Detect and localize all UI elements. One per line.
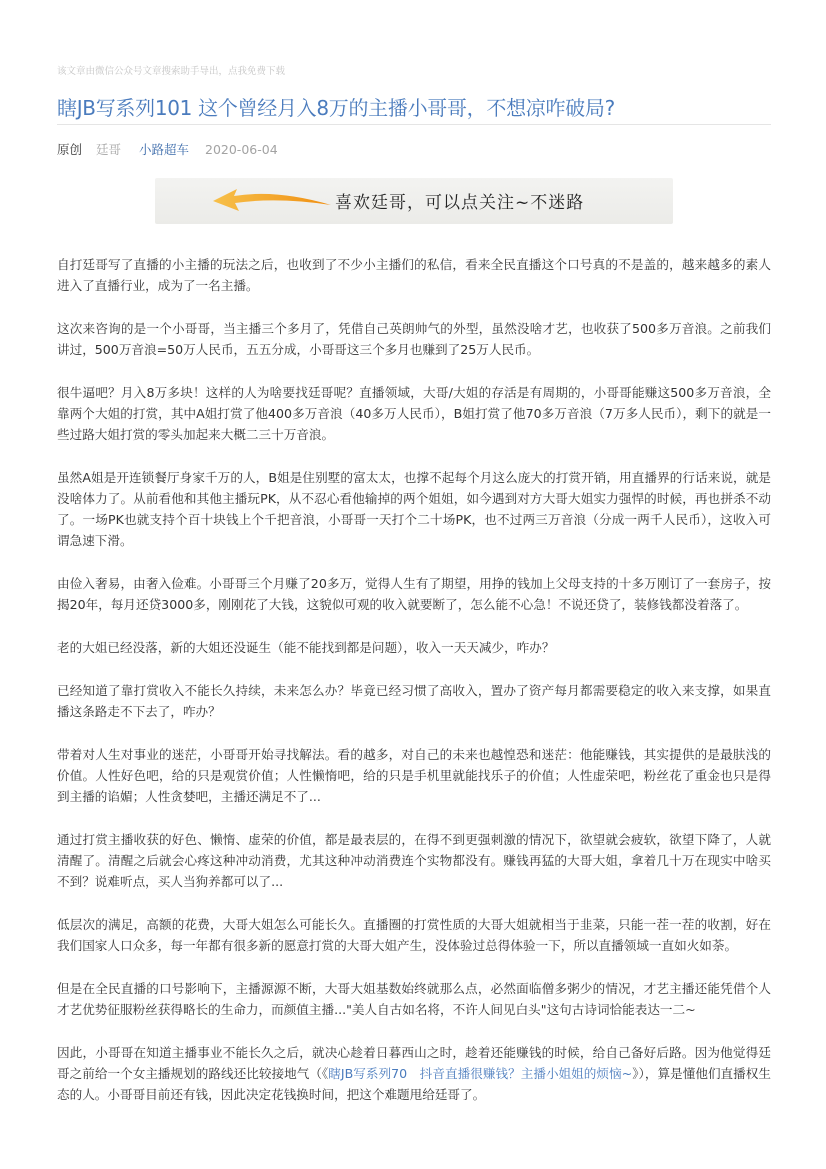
source-note-link[interactable]: 该文章由微信公众号文章搜索助手导出，点我免费下载 [57,66,286,77]
paragraph-text: 》），算是懂他们直播权生态的人。小哥哥目前还有钱，因此决定花钱换时间，把这个难题甩给廷哥了。 [57,1066,772,1102]
publish-date: 2020-06-04 [205,142,278,157]
title-divider [57,124,771,125]
author-name: 廷哥 [96,142,122,157]
paragraph: 自打廷哥写了直播的小主播的玩法之后，也收到了不少小主播们的私信，看来全民直播这个口号真的不是盖的，越来越多的素人进入了直播行业，成为了一名主播。 [57,257,771,293]
article-body [57,254,771,1127]
paragraph: 很牛逼吧？月入8万多块！这样的人为啥要找廷哥呢？直播领域，大哥/大姐的存活是有周期的，小哥哥能赚这500多万音浪，全靠两个大姐的打赏，其中A姐打赏了他400多万音浪（40多万人民币），B姐打赏了他70多万音浪（7万多人民币），剩下的就是一些过路大姐打赏的零头加起来大概二三十万音浪。 [57,385,771,442]
arrow-icon [207,181,337,221]
paragraph: 由俭入奢易，由奢入俭难。小哥哥三个月赚了20多万，觉得人生有了期望，用挣的钱加上父母支持的十多万刚订了一套房子，按揭20年，每月还贷3000多，刚刚花了大钱，这貌似可观的收入就要断了，怎么能不心急！不说还贷了，装修钱都没着落了。 [57,576,771,612]
paragraph: 虽然A姐是开连锁餐厅身家千万的人，B姐是住别墅的富太太，也撑不起每个月这么庞大的打赏开销，用直播界的行话来说，就是没啥体力了。从前看他和其他主播玩PK，从不忍心看他输掉的两个姐姐，如今遇到对方大哥大姐实力强悍的时候，再也拼杀不动了。一场PK也就支持个百十块钱上个千把音浪，小哥哥一天打个二十场PK，也不过两三万音浪（分成一两千人民币），这收入可谓急速下滑。 [57,470,771,548]
banner-text: 喜欢廷哥，可以点关注~不迷路 [335,193,585,213]
paragraph: 这次来咨询的是一个小哥哥，当主播三个多月了，凭借自己英朗帅气的外型，虽然没啥才艺，也收获了500多万音浪。之前我们讲过，500万音浪=50万人民币，五五分成，小哥哥这三个多月也赚到了25万人民币。 [57,321,771,357]
article-meta [57,140,288,158]
paragraph-text: 因此，小哥哥在知道主播事业不能长久之后，就决心趁着日暮西山之时，趁着还能赚钱的时候，给自己备好后路。因为他觉得廷哥之前给一个女主播规划的路线还比较接地气（《 [57,1045,771,1081]
paragraph: 带着对人生对事业的迷茫，小哥哥开始寻找解法。看的越多，对自己的未来也越惶恐和迷茫：他能赚钱，其实提供的是最肤浅的价值。人性好色吧，给的只是观赏价值；人性懒惰吧，给的只是手机里就能找乐子的价值；人性虚荣吧，粉丝花了重金也只是得到主播的谄媚；人性贪婪吧，主播还满足不了... [57,747,771,804]
paragraph: 通过打赏主播收获的好色、懒惰、虚荣的价值，都是最表层的，在得不到更强刺激的情况下，欲望就会疲软，欲望下降了，人就清醒了。清醒之后就会心疼这种冲动消费，尤其这种冲动消费连个实物都没有。赚钱再猛的大哥大姐，拿着几十万在现实中啥买不到？说难听点，买人当狗养都可以了... [57,832,771,889]
related-article-link[interactable]: 瞎JB写系列70 抖音直播很赚钱？主播小姐姐的烦恼~ [328,1066,633,1081]
paragraph: 低层次的满足，高额的花费，大哥大姐怎么可能长久。直播圈的打赏性质的大哥大姐就相当于韭菜，只能一茬一茬的收割，好在我们国家人口众多，每一年都有很多新的愿意打赏的大哥大姐产生，没体验过总得体验一下，所以直播领域一直如火如荼。 [57,917,771,953]
paragraph: 但是在全民直播的口号影响下，主播源源不断，大哥大姐基数始终就那么点，必然面临僧多粥少的情况，才艺主播还能凭借个人才艺优势征服粉丝获得略长的生命力，而颜值主播..."美人自古如名将，不许人间见白头"这句古诗词恰能表达一二~ [57,981,771,1017]
paragraph: 已经知道了靠打赏收入不能长久持续，未来怎么办？毕竟已经习惯了高收入，置办了资产每月都需要稳定的收入来支撑，如果直播这条路走不下去了，咋办？ [57,683,771,719]
paragraph: 老的大姐已经没落，新的大姐还没诞生（能不能找到都是问题），收入一天天减少，咋办？ [57,640,555,655]
paragraph-last [57,1042,771,1105]
account-link[interactable]: 小路超车 [139,142,190,157]
original-tag: 原创 [57,142,83,157]
follow-banner [155,178,673,224]
article-title: 瞎JB写系列101 这个曾经月入8万的主播小哥哥，不想凉咋破局? [57,96,615,120]
